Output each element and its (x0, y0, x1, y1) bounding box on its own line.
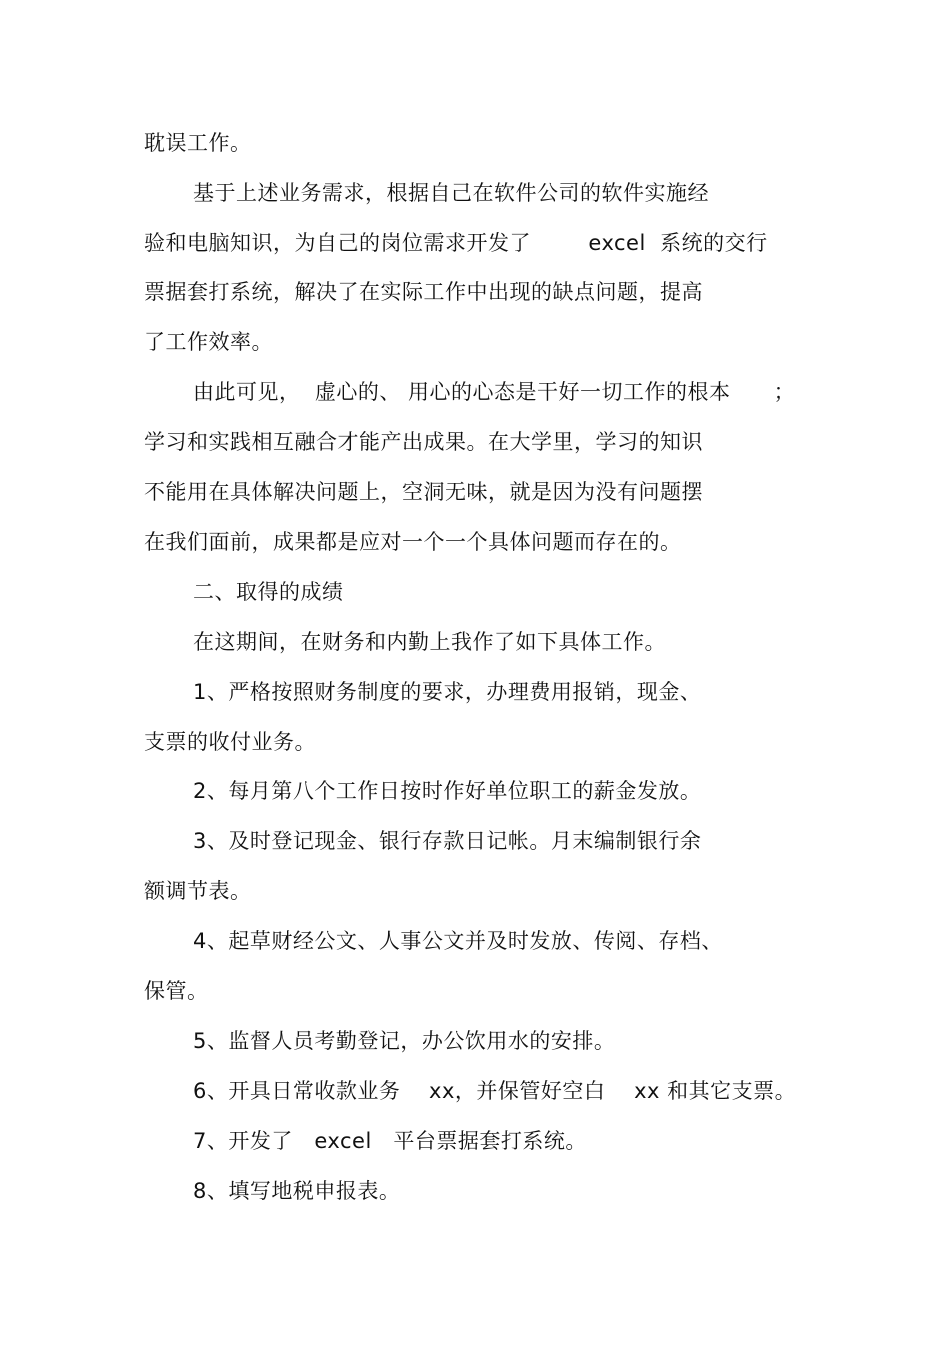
paragraph-start-line: 由此可见， 虚心的、 用心的心态是干好一切工作的根本 ； (193, 380, 796, 404)
list-item: 5、监督人员考勤登记，办公饮用水的安排。 (193, 1029, 616, 1053)
paragraph-start-line: 在这期间，在财务和内勤上我作了如下具体工作。 (193, 630, 666, 654)
text-line: 额调节表。 (144, 879, 252, 903)
list-item: 8、填写地税申报表。 (193, 1179, 401, 1203)
list-item: 1、严格按照财务制度的要求，办理费用报销，现金、 (193, 680, 702, 704)
paragraph-start-line: 基于上述业务需求，根据自己在软件公司的软件实施经 (193, 181, 709, 205)
list-item: 6、开具日常收款业务 xx，并保管好空白 xx 和其它支票。 (193, 1079, 797, 1103)
text-line: 保管。 (144, 979, 209, 1003)
section-heading: 二、取得的成绩 (193, 580, 344, 604)
text-line: 耽误工作。 (144, 131, 252, 155)
list-item: 2、每月第八个工作日按时作好单位职工的薪金发放。 (193, 779, 702, 803)
list-item: 4、起草财经公文、人事公文并及时发放、传阅、存档、 (193, 929, 723, 953)
text-line: 了工作效率。 (144, 330, 273, 354)
text-line: 学习和实践相互融合才能产出成果。在大学里，学习的知识 (144, 430, 703, 454)
text-line: 支票的收付业务。 (144, 730, 316, 754)
text-line: 不能用在具体解决问题上，空洞无味，就是因为没有问题摆 (144, 480, 703, 504)
text-line: 在我们面前，成果都是应对一个一个具体问题而存在的。 (144, 530, 682, 554)
text-line: 票据套打系统，解决了在实际工作中出现的缺点问题，提高 (144, 280, 703, 304)
list-item: 7、开发了 excel 平台票据套打系统。 (193, 1129, 587, 1153)
list-item: 3、及时登记现金、银行存款日记帐。月末编制银行余 (193, 829, 702, 853)
text-line: 验和电脑知识，为自己的岗位需求开发了 excel 系统的交行 (144, 231, 768, 255)
